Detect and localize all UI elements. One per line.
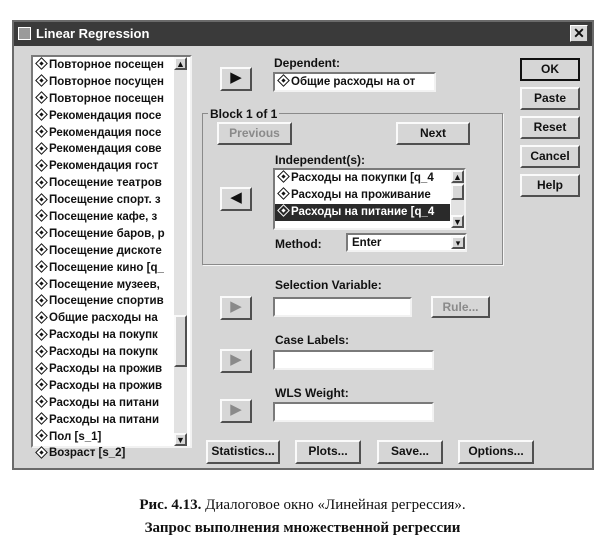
block-label: Block 1 of 1 xyxy=(210,107,278,121)
scale-variable-icon xyxy=(35,412,48,425)
next-button[interactable]: Next xyxy=(396,122,470,145)
variable-list-scrollbar[interactable] xyxy=(174,57,187,446)
independents-scrollbar[interactable] xyxy=(451,170,464,228)
dependent-field[interactable] xyxy=(273,72,436,92)
scale-variable-icon xyxy=(35,294,48,307)
independents-scroll-thumb[interactable] xyxy=(451,184,464,200)
scroll-thumb[interactable] xyxy=(174,315,187,367)
scale-variable-icon xyxy=(35,243,48,256)
variable-item[interactable] xyxy=(33,141,190,158)
variable-item[interactable] xyxy=(33,327,190,344)
scroll-down-arrow[interactable]: ▼ xyxy=(174,433,187,446)
variable-label: Расходы на питани xyxy=(49,396,160,409)
dependent-value: Общие расходы на от xyxy=(291,76,416,88)
scale-variable-icon xyxy=(277,188,290,201)
previous-button[interactable]: Previous xyxy=(217,122,292,145)
scale-variable-icon xyxy=(277,171,290,184)
scale-variable-icon xyxy=(35,125,48,138)
independent-label: Расходы на проживание xyxy=(291,189,431,201)
variable-label: Посещение кино [q_ xyxy=(49,261,164,274)
variable-label: Рекомендация посе xyxy=(49,109,162,122)
independent-label: Расходы на питание [q_4 xyxy=(291,206,435,218)
scale-variable-icon xyxy=(35,379,48,392)
system-menu-icon[interactable] xyxy=(18,27,31,40)
variable-label: Расходы на покупк xyxy=(49,329,158,342)
variable-item[interactable] xyxy=(33,175,190,192)
scale-variable-icon xyxy=(35,429,48,442)
paste-button[interactable]: Paste xyxy=(520,87,580,110)
variable-label: Посещение баров, р xyxy=(49,227,165,240)
move-to-selection-button[interactable]: ▶ xyxy=(220,296,252,320)
variable-item[interactable] xyxy=(33,445,190,462)
variable-label: Расходы на прожив xyxy=(49,379,163,392)
scale-variable-icon xyxy=(277,75,290,88)
variable-item[interactable] xyxy=(33,57,190,74)
variable-item[interactable] xyxy=(33,310,190,327)
variable-item[interactable] xyxy=(33,158,190,175)
variable-items xyxy=(33,57,190,462)
linear-regression-dialog xyxy=(12,20,594,470)
variable-label: Возраст [s_2] xyxy=(49,447,126,460)
method-dropdown-icon[interactable]: ▾ xyxy=(451,236,465,249)
variable-label: Пол [s_1] xyxy=(49,430,102,443)
variable-item[interactable] xyxy=(33,108,190,125)
method-value: Enter xyxy=(352,237,382,249)
variable-item[interactable] xyxy=(33,192,190,209)
case-labels-label: Case Labels: xyxy=(275,333,350,347)
variable-label: Посещение дискоте xyxy=(49,244,162,257)
help-button[interactable]: Help xyxy=(520,174,580,197)
figure-number: Рис. 4.13. xyxy=(139,497,202,513)
independent-item[interactable] xyxy=(275,170,450,187)
move-to-case-labels-button[interactable]: ▶ xyxy=(220,349,252,373)
variable-label: Рекомендация гост xyxy=(49,160,159,173)
variable-label: Посещение театров xyxy=(49,177,162,190)
variable-item[interactable] xyxy=(33,209,190,226)
close-button[interactable]: ✕ xyxy=(570,25,588,42)
title-bar[interactable] xyxy=(14,22,592,46)
variable-label: Повторное посущен xyxy=(49,75,164,88)
variable-label: Посещение кафе, з xyxy=(49,211,158,224)
variable-item[interactable] xyxy=(33,412,190,429)
rule-button[interactable]: Rule... xyxy=(431,296,490,318)
selection-variable-field[interactable] xyxy=(273,297,412,317)
scale-variable-icon xyxy=(35,395,48,408)
cancel-button[interactable]: Cancel xyxy=(520,145,580,168)
method-label: Method: xyxy=(275,237,322,251)
scale-variable-icon xyxy=(35,210,48,223)
variable-label: Расходы на покупк xyxy=(49,346,158,359)
variable-item[interactable] xyxy=(33,344,190,361)
independents-list[interactable] xyxy=(273,168,466,230)
variable-label: Посещение музеев, xyxy=(49,278,160,291)
reset-button[interactable]: Reset xyxy=(520,116,580,139)
scale-variable-icon xyxy=(35,328,48,341)
plots-button[interactable]: Plots... xyxy=(295,440,361,464)
case-labels-field[interactable] xyxy=(273,350,434,370)
variable-item[interactable] xyxy=(33,125,190,142)
ok-button[interactable]: OK xyxy=(520,58,580,81)
scale-variable-icon xyxy=(35,159,48,172)
variable-item[interactable] xyxy=(33,243,190,260)
move-to-wls-button[interactable]: ▶ xyxy=(220,399,252,423)
wls-weight-field[interactable] xyxy=(273,402,434,422)
variable-label: Общие расходы на xyxy=(49,312,158,325)
scale-variable-icon xyxy=(35,108,48,121)
variable-label: Посещение спорт. з xyxy=(49,194,161,207)
variable-item[interactable] xyxy=(33,74,190,91)
independent-item[interactable] xyxy=(275,187,450,204)
independent-label: Расходы на покупки [q_4 xyxy=(291,172,434,184)
method-select[interactable] xyxy=(346,233,467,252)
selection-variable-label: Selection Variable: xyxy=(275,278,382,292)
independents-scroll-down[interactable]: ▼ xyxy=(451,215,464,228)
variable-label: Расходы на прожив xyxy=(49,363,163,376)
scale-variable-icon xyxy=(35,277,48,290)
variable-label: Посещение спортив xyxy=(49,295,164,308)
variable-item[interactable] xyxy=(33,91,190,108)
scale-variable-icon xyxy=(35,58,48,71)
variable-label: Повторное посещен xyxy=(49,92,164,105)
independents-items xyxy=(275,170,464,221)
options-button[interactable]: Options... xyxy=(458,440,534,464)
independent-item[interactable] xyxy=(275,204,450,221)
variable-item[interactable] xyxy=(33,260,190,277)
variable-item[interactable] xyxy=(33,395,190,412)
scale-variable-icon xyxy=(35,142,48,155)
scale-variable-icon xyxy=(35,193,48,206)
save-button[interactable]: Save... xyxy=(377,440,443,464)
variable-item[interactable] xyxy=(33,361,190,378)
scale-variable-icon xyxy=(35,176,48,189)
variable-list[interactable] xyxy=(31,55,192,460)
variable-label: Рекомендация сове xyxy=(49,143,162,156)
variable-label: Рекомендация посе xyxy=(49,126,162,139)
scale-variable-icon xyxy=(35,91,48,104)
independents-scroll-up[interactable]: ▲ xyxy=(451,170,464,183)
scale-variable-icon xyxy=(35,345,48,358)
scale-variable-icon xyxy=(35,362,48,375)
scale-variable-icon xyxy=(35,311,48,324)
variable-label: Расходы на питани xyxy=(49,413,160,426)
window-title: Linear Regression xyxy=(36,26,150,41)
independents-label: Independent(s): xyxy=(275,153,365,167)
variable-item[interactable] xyxy=(33,277,190,294)
wls-weight-label: WLS Weight: xyxy=(275,386,349,400)
figure-caption-line-1 xyxy=(0,497,605,514)
variable-item[interactable] xyxy=(33,429,190,446)
variable-item[interactable] xyxy=(33,293,190,310)
scale-variable-icon xyxy=(277,205,290,218)
move-to-independent-button[interactable]: ◀ xyxy=(220,187,252,211)
statistics-button[interactable]: Statistics... xyxy=(206,440,280,464)
figure-caption-text: Диалоговое окно «Линейная регрессия». xyxy=(201,497,466,513)
variable-item[interactable] xyxy=(33,226,190,243)
scale-variable-icon xyxy=(35,74,48,87)
variable-item[interactable] xyxy=(33,378,190,395)
scroll-up-arrow[interactable]: ▲ xyxy=(174,57,187,70)
scale-variable-icon xyxy=(35,446,48,459)
dependent-label: Dependent: xyxy=(274,56,340,70)
move-to-dependent-button[interactable]: ▶ xyxy=(220,67,252,91)
scale-variable-icon xyxy=(35,260,48,273)
variable-label: Повторное посещен xyxy=(49,59,164,71)
figure-caption-line-2: Запрос выполнения множественной регрессии xyxy=(144,520,461,536)
scale-variable-icon xyxy=(35,227,48,240)
